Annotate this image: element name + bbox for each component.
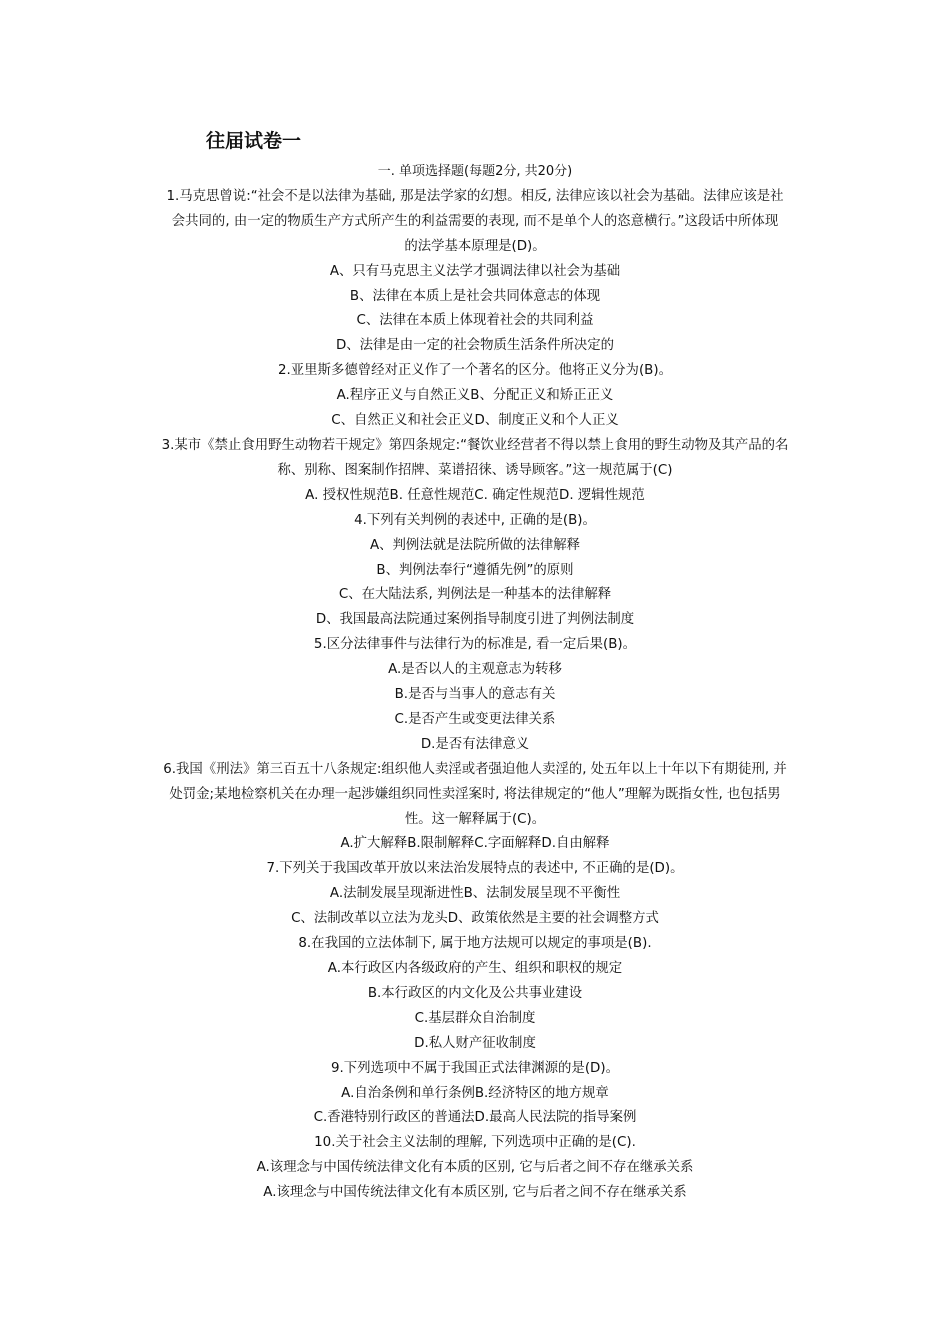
text-line: C.是否产生或变更法律关系 <box>394 711 556 727</box>
text-line: B.本行政区的内文化及公共事业建设 <box>367 985 583 1001</box>
text-line: 4.下列有关判例的表述中, 正确的是(B)。 <box>354 512 596 528</box>
text-line: B、法律在本质上是社会共同体意志的体现 <box>349 288 601 304</box>
text-line: A、判例法就是法院所做的法律解释 <box>369 537 581 553</box>
text-line: 称、别称、图案制作招牌、菜谱招徕、诱导顾客。”这一规范属于(C) <box>277 462 673 478</box>
text-line: C、在大陆法系, 判例法是一种基本的法律解释 <box>338 587 612 603</box>
text-line: 2.亚里斯多德曾经对正义作了一个著名的区分。他将正义分为(B)。 <box>278 363 672 379</box>
text-line: 会共同的, 由一定的物质生产方式所产生的利益需要的表现, 而不是单个人的恣意横行。”这段话中所体现 <box>171 213 779 229</box>
text-line: 1.马克思曾说:“社会不是以法律为基础, 那是法学家的幻想。相反, 法律应该以社会为基础。法律应该是社 <box>166 188 784 204</box>
text-line: 性。这一解释属于(C)。 <box>404 811 546 827</box>
text-line: C、法制改革以立法为龙头D、政策依然是主要的社会调整方式 <box>291 911 659 927</box>
text-line: A.法制发展呈现渐进性B、法制发展呈现不平衡性 <box>329 886 621 902</box>
document-title: 往届试卷一 <box>206 130 302 152</box>
text-line: 9.下列选项中不属于我国正式法律渊源的是(D)。 <box>331 1060 619 1076</box>
document-body <box>140 160 810 1206</box>
section-heading: 一. 单项选择题(每题2分, 共20分) <box>377 164 573 179</box>
text-line: 处罚金;某地检察机关在办理一起涉嫌组织同性卖淫案时, 将法律规定的“他人”理解为既指女性, 也包括男 <box>169 786 781 802</box>
text-line: 10.关于社会主义法制的理解, 下列选项中正确的是(C). <box>314 1135 636 1151</box>
text-line: 6.我国《刑法》第三百五十八条规定:组织他人卖淫或者强迫他人卖淫的, 处五年以上十年以下有期徒刑, 并 <box>163 761 787 777</box>
text-line: A、只有马克思主义法学才强调法律以社会为基础 <box>329 263 621 279</box>
text-line: B.是否与当事人的意志有关 <box>394 687 556 703</box>
text-line: C、自然正义和社会正义D、制度正义和个人正义 <box>331 413 619 429</box>
text-line: B、判例法奉行“遵循先例”的原则 <box>376 562 574 578</box>
text-line: A.程序正义与自然正义B、分配正义和矫正正义 <box>336 388 614 404</box>
text-line: A.该理念与中国传统法律文化有本质的区别, 它与后者之间不存在继承关系 <box>256 1160 694 1176</box>
text-line: D、我国最高法院通过案例指导制度引进了判例法制度 <box>315 612 635 628</box>
text-line: C.基层群众自治制度 <box>414 1010 536 1026</box>
text-line: A.自治条例和单行条例B.经济特区的地方规章 <box>341 1085 609 1101</box>
text-line: A.是否以人的主观意志为转移 <box>388 662 562 678</box>
text-line: D.私人财产征收制度 <box>414 1035 536 1051</box>
text-line: A.该理念与中国传统法律文化有本质区别, 它与后者之间不存在继承关系 <box>263 1185 687 1201</box>
text-line: D.是否有法律意义 <box>420 736 530 752</box>
text-line: A. 授权性规范B. 任意性规范C. 确定性规范D. 逻辑性规范 <box>305 487 645 503</box>
text-line: C、法律在本质上体现着社会的共同利益 <box>356 313 594 329</box>
text-line: D、法律是由一定的社会物质生活条件所决定的 <box>335 338 615 354</box>
text-line: C.香港特别行政区的普通法D.最高人民法院的指导案例 <box>313 1110 637 1126</box>
text-line: A.扩大解释B.限制解释C.字面解释D.自由解释 <box>340 836 610 852</box>
text-line: 5.区分法律事件与法律行为的标准是, 看一定后果(B)。 <box>313 637 637 653</box>
text-line: 8.在我国的立法体制下, 属于地方法规可以规定的事项是(B). <box>298 936 652 952</box>
text-line: A.本行政区内各级政府的产生、组织和职权的规定 <box>327 961 623 976</box>
text-line: 的法学基本原理是(D)。 <box>404 238 546 254</box>
text-line: 7.下列关于我国改革开放以来法治发展特点的表述中, 不正确的是(D)。 <box>266 861 684 877</box>
text-line: 3.某市《禁止食用野生动物若干规定》第四条规定:“餐饮业经营者不得以禁上食用的野生动物及其产品的名 <box>161 437 789 453</box>
